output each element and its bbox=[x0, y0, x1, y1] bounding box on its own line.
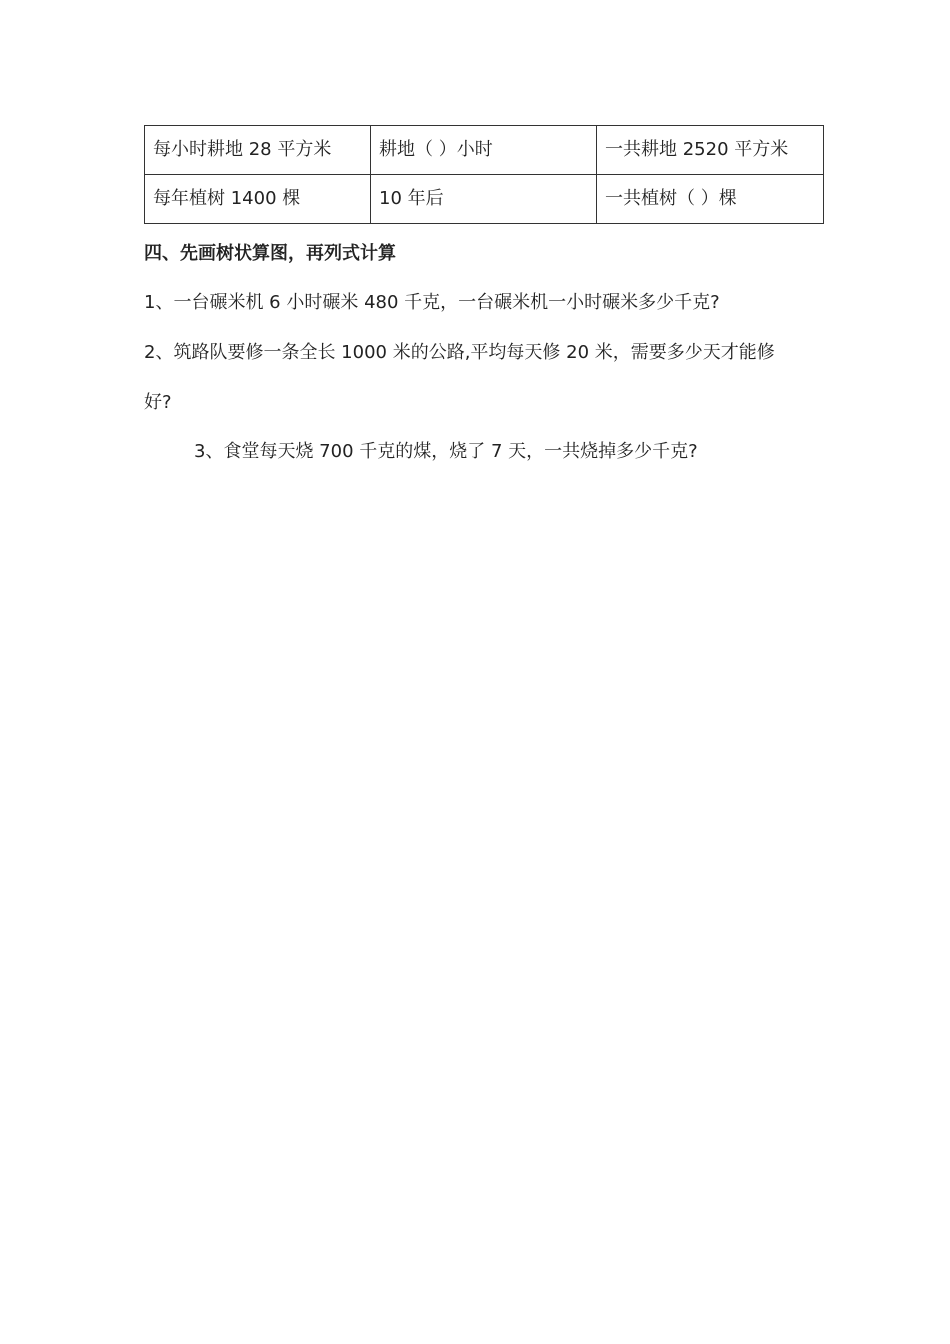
table-cell-time: 10 年后 bbox=[371, 175, 597, 224]
table-row bbox=[145, 126, 824, 175]
table-cell-rate: 每年植树 1400 棵 bbox=[145, 175, 371, 224]
question-1: 1、一台碾米机 6 小时碾米 480 千克，一台碾米机一小时碾米多少千克? bbox=[144, 292, 720, 313]
section-heading: 四、先画树状算图，再列式计算 bbox=[144, 243, 396, 264]
question-2-line-2: 好? bbox=[144, 392, 172, 413]
table-cell-total: 一共耕地 2520 平方米 bbox=[597, 126, 824, 175]
table-row bbox=[145, 175, 824, 224]
table-cell-rate: 每小时耕地 28 平方米 bbox=[145, 126, 371, 175]
question-3: 3、食堂每天烧 700 千克的煤，烧了 7 天，一共烧掉多少千克? bbox=[194, 441, 698, 462]
problem-table bbox=[144, 125, 824, 224]
table-cell-time: 耕地（ ）小时 bbox=[371, 126, 597, 175]
table-cell-total: 一共植树（ ）棵 bbox=[597, 175, 824, 224]
question-2-line-1: 2、筑路队要修一条全长 1000 米的公路,平均每天修 20 米，需要多少天才能修 bbox=[144, 342, 775, 363]
